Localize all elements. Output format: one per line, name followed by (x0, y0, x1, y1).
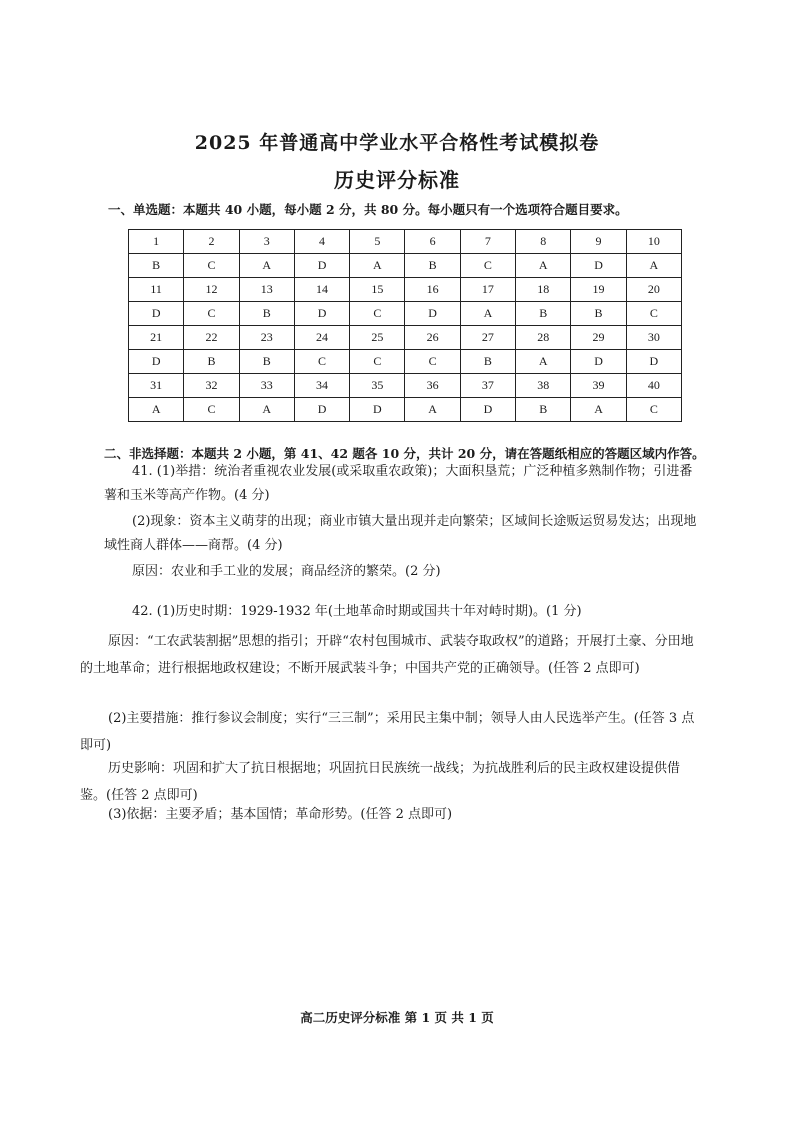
question-number-cell: 23 (239, 326, 294, 350)
answer-cell: A (626, 254, 681, 278)
answer-cell: A (460, 302, 515, 326)
question-number-cell: 24 (294, 326, 349, 350)
question-number-cell: 2 (184, 230, 239, 254)
question-number-cell: 1 (129, 230, 184, 254)
answer-cell: B (239, 350, 294, 374)
question-number-row (129, 326, 682, 350)
answer-row (129, 254, 682, 278)
answer-cell: C (405, 350, 460, 374)
answer-cell: D (626, 350, 681, 374)
q41-part1: 41. (1)举措：统治者重视农业发展(或采取重农政策)；大面积垦荒；广泛种植多熟制作物；引进番薯和玉米等高产作物。(4 分) (104, 464, 693, 503)
question-number-cell: 18 (516, 278, 571, 302)
answer-cell: D (129, 350, 184, 374)
answer-cell: A (129, 398, 184, 422)
page-footer: 高二历史评分标准 第 1 页 共 1 页 (300, 1010, 494, 1025)
question-number-cell: 35 (350, 374, 405, 398)
question-number-cell: 27 (460, 326, 515, 350)
answer-cell: A (516, 254, 571, 278)
answer-cell: A (350, 254, 405, 278)
question-number-cell: 8 (516, 230, 571, 254)
q42-part2: (2)主要措施：推行参议会制度；实行“三三制”；采用民主集中制；领导人由人民选举产生。(任答 3 点即可) (80, 711, 695, 753)
answer-cell: A (239, 398, 294, 422)
question-number-cell: 15 (350, 278, 405, 302)
answer-cell: C (350, 350, 405, 374)
answer-cell: D (129, 302, 184, 326)
question-number-cell: 34 (294, 374, 349, 398)
answer-row (129, 398, 682, 422)
question-number-cell: 25 (350, 326, 405, 350)
section-2-heading: 二、非选择题：本题共 2 小题，第 41、42 题各 10 分，共计 20 分，请在答题纸相应的答题区域内作答。 (104, 446, 705, 461)
q42-impact: 历史影响：巩固和扩大了抗日根据地；巩固抗日民族统一战线；为抗战胜利后的民主政权建设提供借鉴。(任答 2 点即可) (80, 761, 681, 803)
q42-reason: 原因：“工农武装割据”思想的指引；开辟“农村包围城市、武装夺取政权”的道路；开展打土豪、分田地的土地革命；进行根据地政权建设；不断开展武装斗争；中国共产党的正确领导。(任答 2 点即可) (80, 634, 694, 676)
question-number-cell: 21 (129, 326, 184, 350)
answer-cell: A (405, 398, 460, 422)
answer-row (129, 302, 682, 326)
answer-cell: C (294, 350, 349, 374)
answer-cell: B (571, 302, 626, 326)
question-number-cell: 11 (129, 278, 184, 302)
question-number-cell: 9 (571, 230, 626, 254)
question-number-cell: 6 (405, 230, 460, 254)
question-number-cell: 30 (626, 326, 681, 350)
document-subtitle: 历史评分标准 (334, 168, 460, 192)
question-number-cell: 13 (239, 278, 294, 302)
answer-cell: B (405, 254, 460, 278)
answer-cell: B (184, 350, 239, 374)
question-number-cell: 10 (626, 230, 681, 254)
question-number-cell: 37 (460, 374, 515, 398)
q41-reason: 原因：农业和手工业的发展；商品经济的繁荣。(2 分) (132, 564, 441, 579)
answer-cell: C (626, 398, 681, 422)
question-number-cell: 20 (626, 278, 681, 302)
answer-cell: B (129, 254, 184, 278)
answer-cell: A (516, 350, 571, 374)
answer-cell: A (239, 254, 294, 278)
answer-cell: C (460, 254, 515, 278)
answer-cell: C (626, 302, 681, 326)
answer-cell: C (350, 302, 405, 326)
section-1-heading: 一、单选题：本题共 40 小题，每小题 2 分，共 80 分。每小题只有一个选项符合题目要求。 (108, 202, 628, 217)
question-number-cell: 19 (571, 278, 626, 302)
question-number-cell: 32 (184, 374, 239, 398)
question-number-cell: 29 (571, 326, 626, 350)
question-number-cell: 33 (239, 374, 294, 398)
question-number-cell: 26 (405, 326, 460, 350)
answer-cell: B (516, 302, 571, 326)
question-number-cell: 38 (516, 374, 571, 398)
answer-cell: B (516, 398, 571, 422)
answer-cell: D (460, 398, 515, 422)
answer-cell: D (294, 398, 349, 422)
question-number-cell: 4 (294, 230, 349, 254)
document-title: 2025 年普通高中学业水平合格性考试模拟卷 (194, 132, 600, 154)
question-number-cell: 28 (516, 326, 571, 350)
question-number-cell: 39 (571, 374, 626, 398)
q42-part1: 42. (1)历史时期：1929-1932 年(土地革命时期或国共十年对峙时期)。(1 分) (132, 604, 582, 619)
answer-row (129, 350, 682, 374)
answer-cell: D (405, 302, 460, 326)
answer-table (128, 229, 682, 422)
question-number-row (129, 278, 682, 302)
question-number-cell: 3 (239, 230, 294, 254)
question-number-cell: 17 (460, 278, 515, 302)
answer-cell: B (460, 350, 515, 374)
answer-cell: C (184, 302, 239, 326)
question-number-cell: 12 (184, 278, 239, 302)
answer-cell: B (239, 302, 294, 326)
question-number-cell: 36 (405, 374, 460, 398)
q41-part2: (2)现象：资本主义萌芽的出现；商业市镇大量出现并走向繁荣；区域间长途贩运贸易发达；出现地域性商人群体——商帮。(4 分) (104, 514, 697, 553)
answer-cell: C (184, 254, 239, 278)
question-number-cell: 40 (626, 374, 681, 398)
question-number-cell: 31 (129, 374, 184, 398)
question-number-row (129, 374, 682, 398)
question-number-cell: 14 (294, 278, 349, 302)
answer-cell: D (294, 302, 349, 326)
answer-cell: C (184, 398, 239, 422)
answer-cell: D (571, 254, 626, 278)
answer-cell: D (350, 398, 405, 422)
answer-cell: A (571, 398, 626, 422)
question-number-cell: 7 (460, 230, 515, 254)
question-number-cell: 22 (184, 326, 239, 350)
answer-cell: D (294, 254, 349, 278)
question-number-cell: 5 (350, 230, 405, 254)
question-number-row (129, 230, 682, 254)
answer-cell: D (571, 350, 626, 374)
question-number-cell: 16 (405, 278, 460, 302)
q42-part3: (3)依据：主要矛盾；基本国情；革命形势。(任答 2 点即可) (108, 807, 453, 822)
